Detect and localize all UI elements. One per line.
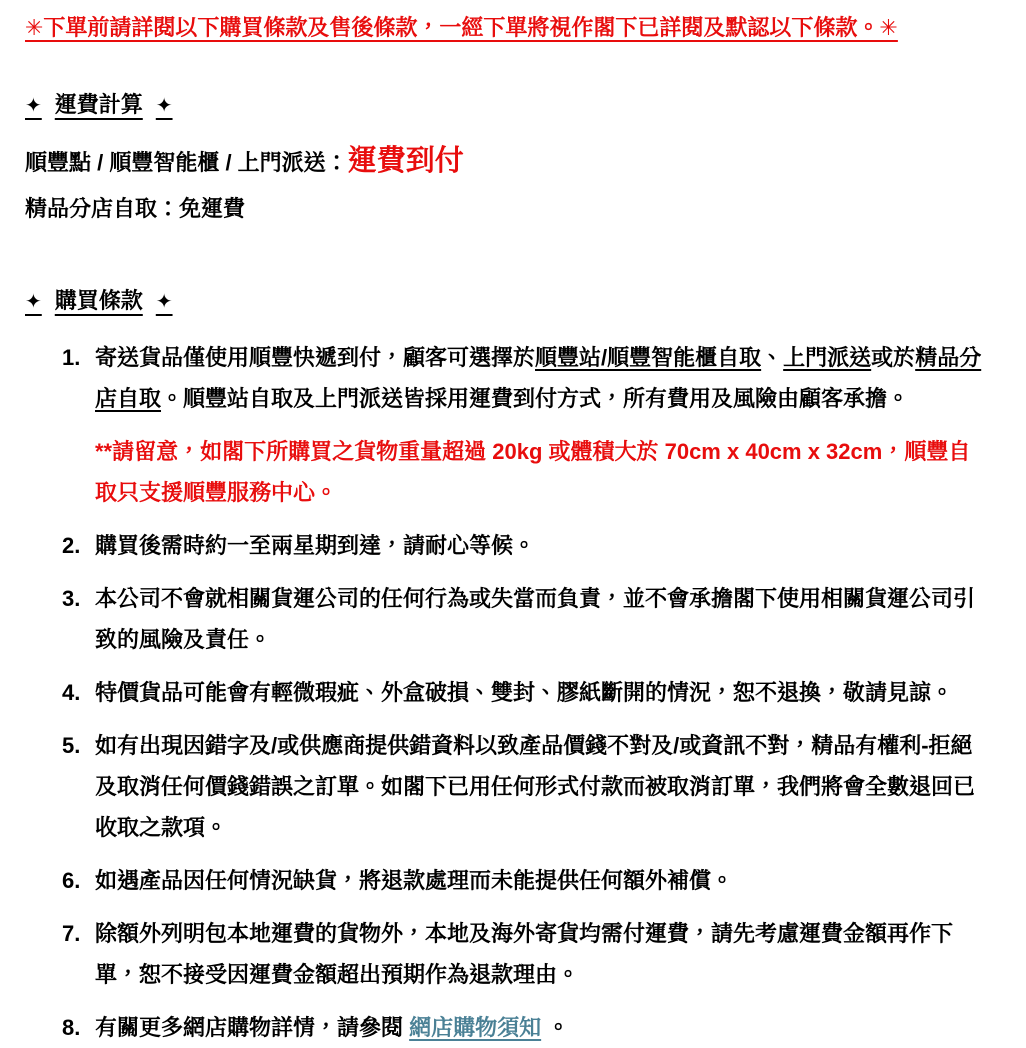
- term-item-5: [62, 725, 1001, 848]
- term-text: [95, 337, 987, 513]
- term-item-4: [62, 672, 1001, 713]
- term-number: 5.: [62, 733, 81, 758]
- term-1-paragraph: 寄送貨品僅使用順豐快遞到付，顧客可選擇於順豐站/順豐智能櫃自取、上門派送或於精品分店自取。順豐站自取及上門派送皆採用運費到付方式，所有費用及風險由顧客承擔。: [95, 345, 982, 411]
- term-text: 購買後需時約一至兩星期到達，請耐心等候。: [95, 533, 536, 558]
- terms-header-label: 購買條款: [54, 288, 143, 313]
- term-text: 如有出現因錯字及/或供應商提供錯資料以致產品價錢不對及/或資訊不對，精品有權利-拒絕及取消任何價錢錯誤之訂單。如閣下已用任何形式付款而被取消訂單，我們將會全數退回已收取之款項。: [95, 733, 976, 840]
- term-number: 7.: [62, 921, 81, 946]
- term-text: 本公司不會就相關貨運公司的任何行為或失當而負責，並不會承擔閣下使用相關貨運公司引致的風險及責任。: [95, 586, 976, 652]
- term-number: 2.: [62, 533, 81, 558]
- sparkle-icon: ✦: [25, 291, 42, 313]
- term-item-1: [62, 337, 1001, 513]
- term-number: 6.: [62, 868, 81, 893]
- term-number: 4.: [62, 680, 81, 705]
- sparkle-icon: ✦: [155, 291, 173, 313]
- pickup-option-home-delivery: 上門派送: [783, 345, 872, 370]
- term-text: 特價貨品可能會有輕微瑕疵、外盒破損、雙封、膠紙斷開的情況，恕不退換，敬請見諒。: [95, 680, 954, 705]
- term-text: 有關更多網店購物詳情，請參閱 網店購物須知 。: [95, 1015, 570, 1040]
- shop-guide-link[interactable]: 網店購物須知: [409, 1015, 542, 1040]
- term-item-2: [62, 525, 1001, 566]
- pickup-option-store: 精品分店自取: [95, 345, 982, 411]
- term-text: 如遇產品因任何情況缺貨，將退款處理而未能提供任何額外補償。: [95, 868, 734, 893]
- term-item-7: [62, 913, 1001, 995]
- pickup-option-sf-station: 順豐站/順豐智能櫃自取: [535, 345, 762, 370]
- term-text: 除額外列明包本地運費的貨物外，本地及海外寄貨均需付運費，請先考慮運費金額再作下單，恕不接受因運費金額超出預期作為退款理由。: [95, 921, 954, 987]
- term-item-3: [62, 578, 1001, 660]
- term-item-8: [62, 1007, 1001, 1048]
- top-notice-text: ✳下單前請詳閱以下購買條款及售後條款，一經下單將視作閣下已詳閱及默認以下條款。✳: [25, 15, 898, 40]
- term-number: 3.: [62, 586, 81, 611]
- terms-list: [25, 337, 1001, 1048]
- sparkle-icon: ✦: [25, 95, 42, 117]
- store-pickup-line: 精品分店自取：免運費: [25, 196, 246, 221]
- shipping-methods-line: [25, 144, 1001, 180]
- terms-section-header: [25, 289, 1001, 314]
- shipping-header-label: 運費計算: [54, 92, 143, 117]
- top-notice: [25, 14, 1001, 41]
- freight-collect-value: 運費到付: [347, 145, 464, 177]
- shipping-section-header: [25, 93, 1001, 118]
- shipping-methods-label: 順豐點 / 順豐智能櫃 / 上門派送：: [25, 150, 348, 175]
- weight-limit-warning: **請留意，如閣下所購買之貨物重量超過 20kg 或體積大於 70cm x 40cm x 32cm，順豐自取只支援順豐服務中心。: [95, 439, 971, 505]
- term-number: 8.: [62, 1015, 81, 1040]
- sparkle-icon: ✦: [155, 95, 173, 117]
- term-number: 1.: [62, 345, 81, 370]
- term-item-6: [62, 860, 1001, 901]
